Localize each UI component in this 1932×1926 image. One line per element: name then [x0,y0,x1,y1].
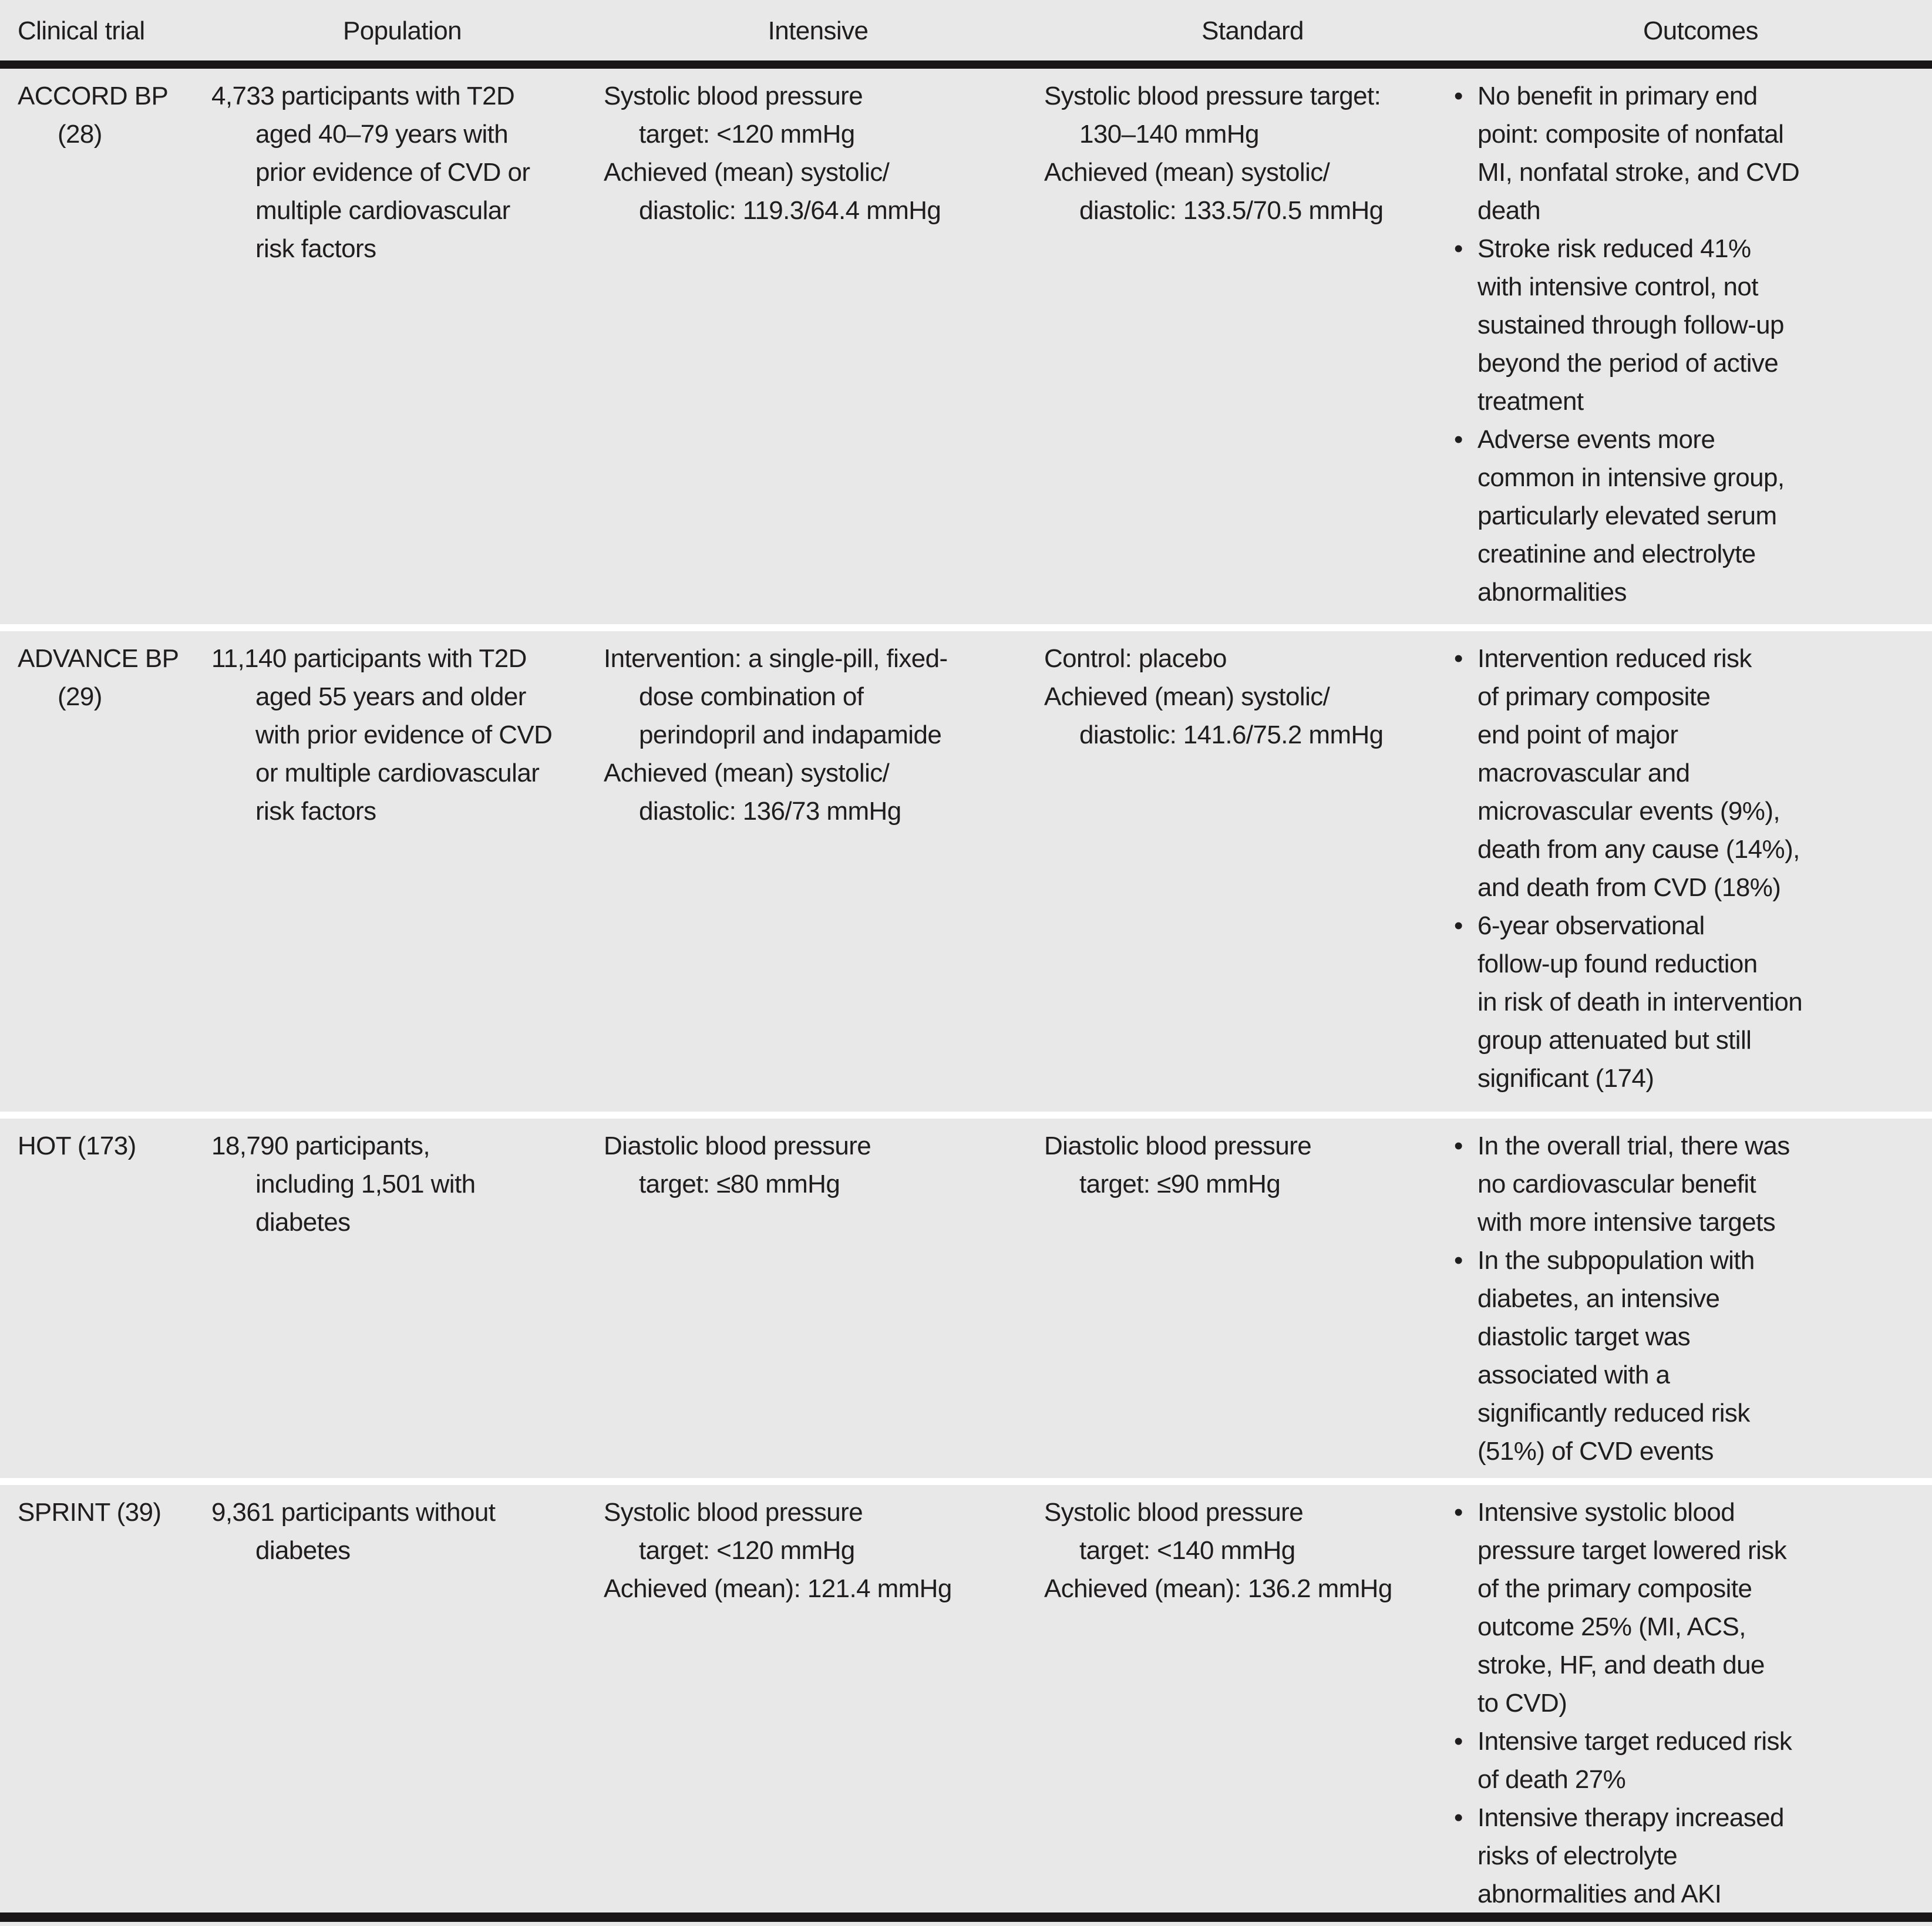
text-line: associated with a [1477,1361,1670,1389]
text-line: particularly elevated serum [1477,501,1777,530]
column-header-intensive: Intensive [768,16,869,45]
cell-population [211,1493,596,1570]
paragraph [604,1493,1035,1570]
text-line: diastolic: 136/73 mmHg [639,797,901,826]
text-line: Achieved (mean) systolic/ [1044,158,1330,187]
text-line: aged 55 years and older [255,682,526,711]
paragraph [1044,1493,1464,1570]
text-line: dose combination of [639,682,864,711]
text-line: Achieved (mean) systolic/ [604,759,890,787]
text-line: Intensive therapy increased [1477,1803,1784,1832]
text-line: 9,361 participants without [211,1498,496,1527]
column-header-standard: Standard [1201,16,1304,45]
cell-intensive [604,1127,1035,1203]
cell-clinical-trial [18,639,204,716]
text-line: Systolic blood pressure [604,82,863,110]
text-line: risk factors [255,234,376,263]
text-line: diastolic: 133.5/70.5 mmHg [1079,196,1384,225]
text-line: sustained through follow-up [1477,311,1784,339]
cell-outcomes [1454,77,1926,611]
bullet-icon: • [1454,425,1463,454]
paragraph [1044,1127,1464,1203]
table-header-row [0,0,1932,60]
text-line: macrovascular and [1477,759,1690,787]
text-line: Achieved (mean): 136.2 mmHg [1044,1574,1392,1603]
cell-population [211,77,596,268]
column-header-population: Population [343,16,462,45]
text-line: multiple cardiovascular [255,196,510,225]
text-line: Control: placebo [1044,644,1227,673]
paragraph [211,639,596,830]
outcome-bullet-item [1454,1722,1926,1799]
text-line: target: <120 mmHg [639,120,855,149]
paragraph [604,1127,1035,1203]
row-separator [0,1112,1932,1119]
text-line: and death from CVD (18%) [1477,873,1781,902]
cell-outcomes [1454,1493,1926,1913]
table-row-accord-bp [0,69,1932,624]
cell-intensive [604,77,1035,230]
cell-standard [1044,1493,1464,1608]
table-row-advance-bp [0,631,1932,1112]
text-line: no cardiovascular benefit [1477,1170,1756,1198]
cell-intensive [604,1493,1035,1608]
bullet-icon: • [1454,1132,1463,1160]
text-line: 11,140 participants with T2D [211,644,527,673]
paragraph [1044,153,1464,230]
text-line: group attenuated but still [1477,1026,1752,1055]
text-line: diabetes [255,1536,351,1565]
text-line: of death 27% [1477,1765,1626,1794]
text-line: stroke, HF, and death due [1477,1651,1765,1679]
cell-standard [1044,639,1464,754]
text-line: with prior evidence of CVD [255,720,553,749]
text-line: ADVANCE BP [18,644,179,673]
text-line: target: <140 mmHg [1079,1536,1295,1565]
paragraph [604,1570,1035,1608]
text-line: with more intensive targets [1477,1208,1776,1237]
text-line: Intervention reduced risk [1477,644,1752,673]
text-line: treatment [1477,387,1584,416]
paragraph [1044,639,1464,678]
table-row-hot-173 [0,1119,1932,1478]
text-line: Intensive target reduced risk [1477,1727,1792,1756]
outcome-bullet-item [1454,1241,1926,1470]
outcome-bullet-item [1454,230,1926,420]
outcome-bullet-item [1454,420,1926,611]
cell-clinical-trial [18,1127,204,1165]
outcome-bullet-item [1454,639,1926,907]
text-line: of the primary composite [1477,1574,1752,1603]
text-line: diastolic: 141.6/75.2 mmHg [1079,720,1384,749]
bullet-icon: • [1454,1498,1463,1527]
text-line: Stroke risk reduced 41% [1477,234,1751,263]
text-line: Diastolic blood pressure [604,1132,871,1160]
text-line: of primary composite [1477,682,1711,711]
cell-intensive [604,639,1035,830]
text-line: (28) [58,120,102,149]
text-line: follow-up found reduction [1477,949,1758,978]
cell-standard [1044,1127,1464,1203]
bullet-icon: • [1454,1246,1463,1275]
paragraph [211,77,596,268]
bottom-rule [0,1912,1932,1922]
bullet-icon: • [1454,644,1463,673]
text-line: ACCORD BP [18,82,169,110]
text-line: to CVD) [1477,1689,1567,1718]
text-line: creatinine and electrolyte [1477,540,1756,568]
text-line: Adverse events more [1477,425,1715,454]
outcome-bullet-item [1454,77,1926,230]
cell-clinical-trial [18,1493,204,1531]
text-line: No benefit in primary end [1477,82,1758,110]
text-line: Achieved (mean): 121.4 mmHg [604,1574,952,1603]
outcome-bullet-item [1454,907,1926,1097]
text-line: 18,790 participants, [211,1132,430,1160]
text-line: HOT (173) [18,1132,136,1160]
text-line: diastolic: 119.3/64.4 mmHg [639,196,941,225]
row-separator [0,1478,1932,1485]
paragraph [211,1127,596,1241]
paragraph [604,153,1035,230]
text-line: risks of electrolyte [1477,1841,1678,1870]
cell-standard [1044,77,1464,230]
outcome-bullet-item [1454,1493,1926,1722]
text-line: outcome 25% (MI, ACS, [1477,1612,1746,1641]
paragraph [211,1493,596,1570]
text-line: pressure target lowered risk [1477,1536,1787,1565]
text-line: microvascular events (9%), [1477,797,1780,826]
column-header-outcomes: Outcomes [1643,16,1758,45]
row-separator [0,624,1932,631]
cell-outcomes [1454,639,1926,1097]
paragraph [1044,1570,1464,1608]
paragraph [604,77,1035,153]
bullet-icon: • [1454,234,1463,263]
text-line: with intensive control, not [1477,272,1758,301]
cell-population [211,1127,596,1241]
text-line: risk factors [255,797,376,826]
column-header-clinical-trial: Clinical trial [18,16,145,45]
text-line: Systolic blood pressure [604,1498,863,1527]
text-line: point: composite of nonfatal [1477,120,1784,149]
bullet-icon: • [1454,82,1463,110]
text-line: SPRINT (39) [18,1498,161,1527]
text-line: (29) [58,682,102,711]
text-line: In the overall trial, there was [1477,1132,1790,1160]
text-line: significant (174) [1477,1064,1654,1093]
text-line: Intervention: a single-pill, fixed- [604,644,948,673]
text-line: end point of major [1477,720,1678,749]
text-line: Achieved (mean) systolic/ [1044,682,1330,711]
text-line: Diastolic blood pressure [1044,1132,1312,1160]
text-line: diabetes, an intensive [1477,1284,1720,1313]
text-line: perindopril and indapamide [639,720,942,749]
text-line: (51%) of CVD events [1477,1437,1714,1466]
cell-clinical-trial [18,77,204,153]
paragraph [1044,678,1464,754]
text-line: beyond the period of active [1477,349,1779,378]
text-line: including 1,501 with [255,1170,476,1198]
bullet-icon: • [1454,1803,1463,1832]
paragraph [604,639,1035,754]
table-body [0,69,1932,1912]
text-line: 6-year observational [1477,911,1705,940]
paragraph [604,754,1035,830]
outcome-bullet-item [1454,1799,1926,1913]
text-line: significantly reduced risk [1477,1399,1750,1427]
bullet-icon: • [1454,911,1463,940]
text-line: abnormalities [1477,578,1627,607]
text-line: common in intensive group, [1477,463,1785,492]
text-line: death from any cause (14%), [1477,835,1800,864]
table-row-sprint-39 [0,1485,1932,1912]
text-line: in risk of death in intervention [1477,988,1803,1016]
text-line: or multiple cardiovascular [255,759,540,787]
text-line: aged 40–79 years with [255,120,509,149]
cell-outcomes [1454,1127,1926,1470]
bullet-icon: • [1454,1727,1463,1756]
text-line: 130–140 mmHg [1079,120,1259,149]
text-line: diabetes [255,1208,351,1237]
text-line: Systolic blood pressure target: [1044,82,1381,110]
text-line: abnormalities and AKI [1477,1880,1722,1908]
paragraph [1044,77,1464,153]
text-line: diastolic target was [1477,1322,1691,1351]
text-line: target: ≤80 mmHg [639,1170,840,1198]
cell-population [211,639,596,830]
text-line: prior evidence of CVD or [255,158,530,187]
text-line: Intensive systolic blood [1477,1498,1735,1527]
text-line: MI, nonfatal stroke, and CVD [1477,158,1800,187]
text-line: In the subpopulation with [1477,1246,1755,1275]
outcome-bullet-item [1454,1127,1926,1241]
text-line: target: <120 mmHg [639,1536,855,1565]
text-line: target: ≤90 mmHg [1079,1170,1281,1198]
header-rule [0,60,1932,69]
text-line: Achieved (mean) systolic/ [604,158,890,187]
text-line: death [1477,196,1541,225]
text-line: Systolic blood pressure [1044,1498,1304,1527]
text-line: 4,733 participants with T2D [211,82,515,110]
